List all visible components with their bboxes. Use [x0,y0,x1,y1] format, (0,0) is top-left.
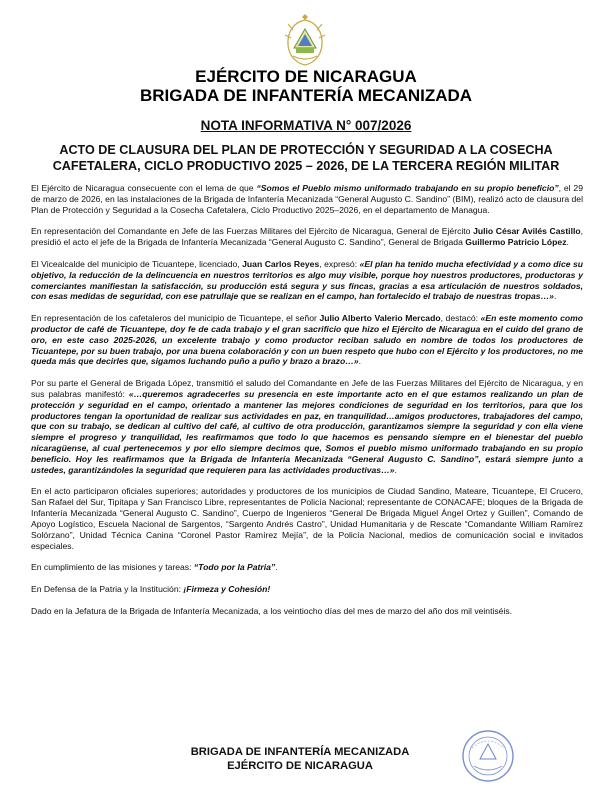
signature-unit: BRIGADA DE INFANTERÍA MECANIZADA [190,746,410,758]
paragraph-date: Dado en la Jefatura de la Brigada de Infantería Mecanizada, a los veintiocho días del mes de marzo del año dos mil veintiséis. [31,605,513,616]
nota-number: NOTA INFORMATIVA N° 007/2026 [200,118,412,133]
paragraph-general-speech: Por su parte el General de Brigada López, transmitió el saludo del Comandante en Jefe de las Fuerzas Militares del Ejército de Nicaragua, y en sus palabras manifestó: «…queremos agradecerles su presencia en este importante acto en el que estamos realizando un plan de protección y seguridad en el campo, orientado a mantener las mejores condiciones de seguridad en los territorios, para que los productores tengan la oportunidad de realizar sus actividades en paz, en tranquilidad…amigos productores, trabajadores del campo, que con su trabajo, se dedican al cultivo del café, al cultivo de otra producción, garantizamos siempre la seguridad y con ella viene siempre el progreso y tranquilidad, les reafirmamos que todo lo que hacemos es pensando siempre en el bienestar del pueblo nicaragüense, al cual pertenecemos y por ello siempre decimos que, Somos el pueblo mismo uniformado trabajando en su propio beneficio. Hoy les reafirmamos que la Brigada de Infantería Mecanizada “General Augusto C. Sandino”, estará siempre junto a ustedes, garantizándoles la seguridad que requieren para las actividades productivas…». [31,378,583,475]
paragraph-defense: En Defensa de la Patria y la Institución: ¡Firmeza y Cohesión! [31,583,271,594]
paragraph-participants: En el acto participaron oficiales superiores; autoridades y productores de los municipios de Ciudad Sandino, Mateare, Ticuantepe, El Crucero, San Rafael del Sur, Tipitapa y San Francisco Libre, representantes de Policía Nacional; representante de CONACAFE; bloques de la Brigada de Infantería Mecanizada “General Augusto C. Sandino”, Cuerpo de Ingenieros “General De Brigada Miguel Ángel Ortez y Guillen”, Comando de Apoyo Logístico, Escuela Nacional de Sargentos, “Sargento Andrés Castro”, Unidad Humanitaria y de Rescate “Comandante William Ramírez Solórzano”, Unidad Técnica Canina “Coronel Pastor Ramírez Mejía”, de la Policía Nacional, medios de comunicación social e invitados especiales. [31,486,583,551]
signature-org: EJÉRCITO DE NICARAGUA [227,760,373,772]
paragraph-representation: En representación del Comandante en Jefe de las Fuerzas Militares del Ejército de Nicaragua, General de Ejército Julio César Avilés Castillo, presidió el acto el jefe de la Brigada de Infantería Mecanizada “General Augusto C. Sandino”, General de Brigada Guillermo Patricio López. [31,226,583,248]
paragraph-vicealcalde: El Vicealcalde del municipio de Ticuantepe, licenciado, Juan Carlos Reyes, expresó: «El plan ha tenido mucha efectividad y a como dice su objetivo, la reducción de la delincuencia en nuestros territorios es algo muy visible, porque hoy nuestros productores, productoras y comerciantes manifiestan la satisfacción, su producción está segura y sus fincas, gracias a esa articulación de nuestros soldados, con esas medidas de seguridad, con ese patrullaje que se realizan en el campo, han fortalecido el trabajo de nuestras tropas…». [31,258,584,302]
paragraph-intro: El Ejército de Nicaragua consecuente con el lema de que “Somos el Pueblo mismo uniformado trabajando en su propio beneficio”, el 29 de marzo de 2026, en las instalaciones de la Brigada de Infantería Mecanizada “General Augusto C. Sandino” (BIM), realizó acto de clausura del Plan de Protección y Seguridad a la Cosecha Cafetalera, Ciclo Productivo 2025–2026, en el departamento de Managua. [31,183,583,215]
paragraph-motto: En cumplimiento de las misiones y tareas: “Todo por la Patria”. [31,562,278,573]
document-body [31,183,583,627]
document-subject: ACTO DE CLAUSURA DEL PLAN DE PROTECCIÓN Y SEGURIDAD A LA COSECHA CAFETALERA, CICLO PRODUCTIVO 2025 – 2026, DE LA TERCERA REGIÓN MILITAR [52,143,560,173]
official-stamp-icon [460,728,516,784]
org-title: EJÉRCITO DE NICARAGUA [195,67,417,86]
army-emblem-icon [276,12,334,70]
paragraph-cafetaleros: En representación de los cafetaleros del municipio de Ticuantepe, el señor Julio Alberto Valerio Mercado, destacó: «En este momento como productor de café de Ticuantepe, doy fe de cada trabajo y el gran sacrificio que hizo el Ejército de Nicaragua en el cuido del grano de oro, en este caso 2025-2026, un excelente trabajo y como productor reciban saludo en nombre de todos los productores de Ticuantepe, por su buen trabajo, por una buena colaboración y con un buen respeto que hubo con el Ejército y los productores, no me queda más que decirles que, sigamos luchando puño a puño y brazo a brazo…». [31,312,583,367]
unit-title: BRIGADA DE INFANTERÍA MECANIZADA [139,86,473,105]
